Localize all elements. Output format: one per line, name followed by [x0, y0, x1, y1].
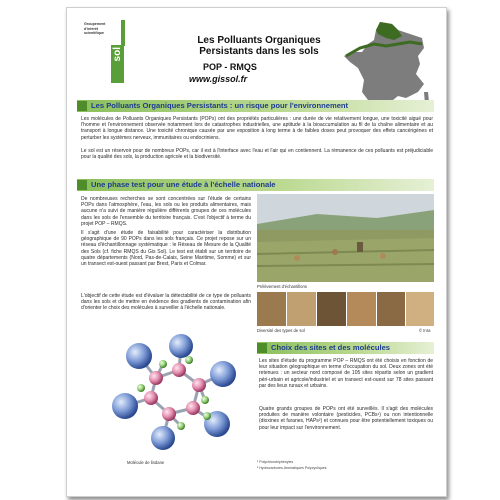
photo2-credit: © Inra — [419, 328, 431, 333]
website-link[interactable]: www.gissol.fr — [189, 74, 248, 84]
section-marker — [257, 343, 267, 353]
section-marker — [77, 101, 87, 111]
section1-paragraph-1: Les molécules de Polluants Organiques Persistants (POPs) ont des propriétés particulières : une durée de vie relativement longue, une toxicité aiguë pour l'homme et l'environnement observée notamment lors de catastrophes industrielles, une aptitude à la bioaccumulation au fil de la chaîne alimentaire et au transport à longue distance. Une toxicité chronique causée par une exposition à long terme à de faibles doses peut provoquer des effets cancérigènes et perturber les systèmes nerveux, immunitaires ou endocriniens. — [81, 116, 433, 141]
soil-types-photo — [257, 292, 434, 326]
molecule-caption: Molécule de lindane — [127, 460, 165, 465]
section-header-1 — [77, 100, 434, 112]
logo-bar — [121, 20, 125, 46]
section-header-3 — [257, 342, 434, 354]
logo-line-1: Groupement — [84, 22, 106, 26]
section3-paragraph-1: Les sites d'étude du programme POP – RMQS ont été choisis en fonction de leur situation géographique en terme d'occupation du sol. Deux zones ont été retenues : un secteur nord composé de 105 sites répartis selon un gradient péri-urbain et agricole/industriel et un transect est-ouest sur 78 sites passant par des lieux ruraux et urbains. — [259, 358, 433, 389]
section-marker — [77, 180, 87, 190]
title-line-1: Les Polluants Organiques — [197, 35, 321, 46]
logo-line-2: d'intérêt — [84, 26, 99, 31]
document-title — [159, 35, 359, 57]
title-line-2: Persistants dans les sols — [199, 46, 319, 57]
footnote-2: ² Hydrocarbures Aromatiques Polycycliques — [257, 466, 327, 470]
lindane-molecule-image — [101, 330, 246, 450]
section2-paragraph-3: L'objectif de cette étude est d'évaluer la détectabilité de ce type de polluants dans les sols et de mettre en évidence des gradients de contamination afin d'orienter le choix des molécules à surveiller à l'échelle nationale. — [81, 293, 251, 312]
field-sampling-photo — [257, 194, 434, 282]
logo-text — [84, 22, 124, 36]
france-map — [340, 18, 435, 113]
section-header-2 — [77, 179, 434, 191]
logo-sol-text: sol — [112, 47, 123, 62]
logo-line-3: scientifique — [84, 31, 104, 36]
footnote-1: ¹ Polychlorobiphényles — [257, 460, 294, 464]
section2-paragraph-2: Il s'agit d'une étude de faisabilité pour caractériser la distribution géographique de 90 POPs dans les sols français. Ce projet repose sur un réseau d'échantillonnage systématique : le Réseau de Mesure de la Qualité des Sols (cf. fiche RMQS du Gis Sol). Le test est établi sur un territoire de quatre départements (Nord, Pas-de-Calais, Seine Maritime, Somme) et sur un transect est-ouest passant par Brest, Paris et Colmar. — [81, 230, 251, 268]
document-subtitle: POP - RMQS — [203, 62, 257, 72]
section-title-2: Une phase test pour une étude à l'échelle nationale — [91, 180, 276, 189]
section-title-3: Choix des sites et des molécules — [271, 343, 391, 352]
document-page — [66, 7, 447, 497]
photo2-caption: Diversité des types de sol — [257, 328, 305, 333]
photo1-caption: Prélèvement d'échantillons — [257, 284, 307, 289]
section1-paragraph-2: Le sol est un réservoir pour de nombreux POPs, car il est à l'interface avec l'eau et l'air qui en contiennent. La rémanence de ces polluants est préjudiciable pour la qualité des sols, la production agricole et la biodiversité. — [81, 148, 433, 161]
section2-paragraph-1: De nombreuses recherches se sont concentrées sur l'étude de certains POPs dans l'atmosphère, l'eau, les sols ou les produits alimentaires, mais aucune n'a suivi de manière régulière différents groupes de ces molécules dans les sols de l'ensemble du territoire français. C'est l'objectif à terme du projet POP – RMQS. — [81, 196, 251, 227]
gis-sol-logo — [111, 45, 124, 83]
section3-paragraph-2: Quatre grands groupes de POPs ont été surveillés. Il s'agit des molécules produites de manière volontaire (pesticides, PCBs¹) ou non intentionnelle (dioxines et furanes, HAPs²) et connues pour être potentiellement toxiques ou pour leur impact sur l'environnement. — [259, 406, 433, 431]
section-title-1: Les Polluants Organiques Persistants : un risque pour l'environnement — [91, 101, 349, 110]
